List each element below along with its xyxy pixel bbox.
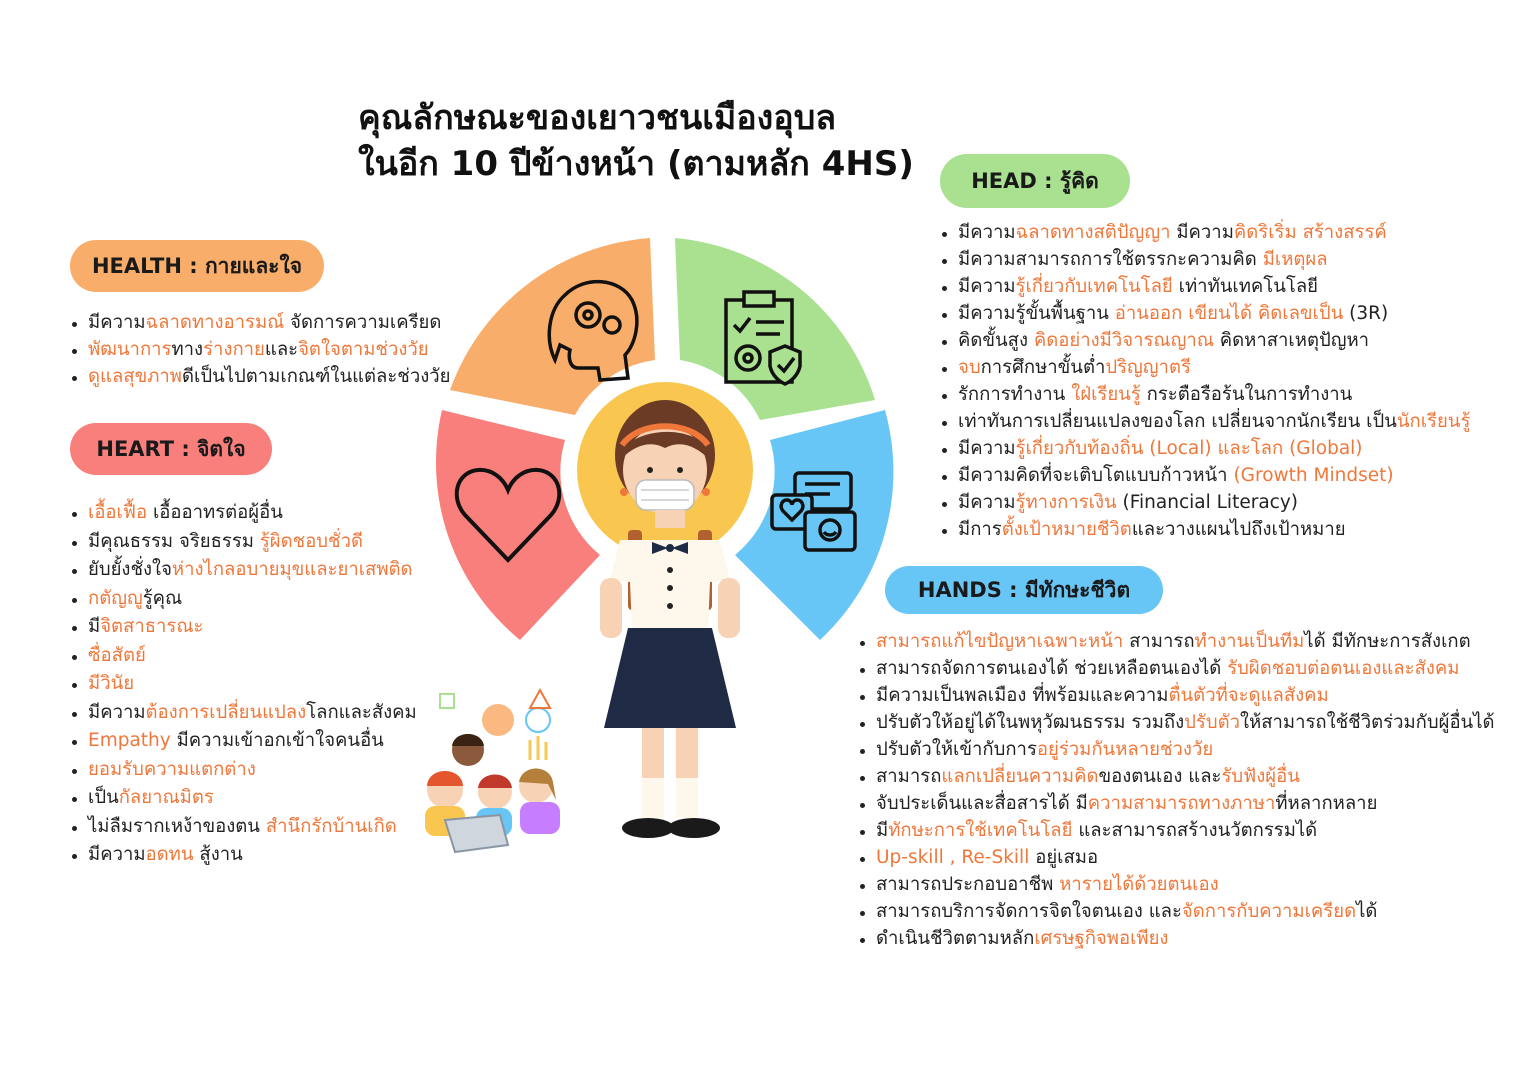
highlight-text: อ่านออก เขียนได้ คิดเลขเป็น xyxy=(1114,303,1344,324)
title-line-2: ในอีก 10 ปีข้างหน้า (ตามหลัก 4HS) xyxy=(358,144,914,184)
highlight-text: ซื่อสัตย์ xyxy=(88,644,146,666)
item-text: เท่าทันเทคโนโลยี xyxy=(1172,276,1318,297)
list-item xyxy=(70,556,417,585)
item-text: ให้สามารถใช้ชีวิตร่วมกับผู้อื่นได้ xyxy=(1239,712,1495,733)
list-item xyxy=(940,462,1470,489)
item-text: คิดขั้นสูง xyxy=(958,330,1034,351)
highlight-text: ใฝ่เรียนรู้ xyxy=(1071,384,1141,405)
list-item xyxy=(70,784,417,813)
list-item xyxy=(858,817,1495,844)
head-pill-label: HEAD : รู้คิด xyxy=(971,168,1099,193)
list-item xyxy=(70,642,417,671)
item-text: มีความ xyxy=(958,276,1016,297)
highlight-text: มีเหตุผล xyxy=(1262,249,1328,270)
item-text: มีความสามารถการใช้ตรรกะความคิด xyxy=(958,249,1263,270)
list-item xyxy=(70,699,417,728)
item-text: ที่หลากหลาย xyxy=(1275,793,1378,814)
list-item xyxy=(70,336,451,363)
item-text: จับประเด็นและสื่อสารได้ มี xyxy=(876,793,1088,814)
item-text: มี xyxy=(88,616,101,637)
item-text: มีความเป็นพลเมือง ที่พร้อมและความ xyxy=(876,685,1169,706)
highlight-text: รู้ทางการเงิน xyxy=(1015,492,1117,513)
list-item xyxy=(858,628,1495,655)
list-item xyxy=(70,841,417,870)
item-text: สามารถจัดการตนเองได้ ช่วยเหลือตนเองได้ xyxy=(876,658,1228,679)
item-text: สามารถบริการจัดการจิตใจตนเอง และ xyxy=(876,901,1182,922)
list-item xyxy=(858,871,1495,898)
item-text: คิดหาสาเหตุปัญหา xyxy=(1213,330,1370,351)
highlight-text: ฉลาดทางสติปัญญา xyxy=(1015,222,1171,243)
item-text: เป็น xyxy=(88,787,119,808)
item-text: มีความรู้ขั้นพื้นฐาน xyxy=(958,303,1115,324)
list-item xyxy=(70,670,417,699)
list-item xyxy=(858,709,1495,736)
list-item xyxy=(940,300,1470,327)
item-text: สู้งาน xyxy=(193,844,243,865)
highlight-text: จัดการกับความเครียด xyxy=(1181,901,1357,922)
highlight-text: อยู่ร่วมกันหลายช่วงวัย xyxy=(1036,739,1214,760)
item-text: มีความคิดที่จะเติบโตแบบก้าวหน้า xyxy=(958,465,1234,486)
health-pill-label: HEALTH : กายและใจ xyxy=(91,253,303,278)
item-text: มีความ xyxy=(958,222,1016,243)
item-text: มีคุณธรรม จริยธรรม xyxy=(88,530,260,552)
highlight-text: รู้เกี่ยวกับเทคโนโลยี xyxy=(1015,276,1173,297)
heart-segment xyxy=(436,410,600,640)
item-text: มีความ xyxy=(958,438,1016,459)
highlight-text: ทำงานเป็นทีม xyxy=(1194,631,1305,652)
highlight-text: ปริญญาตรี xyxy=(1105,357,1191,378)
item-text: และ xyxy=(264,339,299,360)
highlight-text: ดูแลสุขภาพ xyxy=(88,366,182,387)
list-item xyxy=(70,813,417,842)
item-text: ทาง xyxy=(171,339,204,360)
highlight-text: รับฟังผู้อื่น xyxy=(1221,766,1300,787)
item-text: รักการทำงาน xyxy=(958,384,1072,405)
highlight-text: คิดอย่างมีวิจารณญาณ xyxy=(1033,330,1214,351)
list-item xyxy=(940,219,1470,246)
item-text: มีความ xyxy=(88,701,146,723)
item-text: จัดการความเครียด xyxy=(284,312,442,333)
highlight-text: เศรษฐกิจพอเพียง xyxy=(1034,928,1169,949)
highlight-text: สามารถแก้ไขปัญหาเฉพาะหน้า xyxy=(876,631,1124,652)
list-item xyxy=(70,528,417,557)
item-text: เท่าทันการเปลี่ยนแปลงของโลก เปลี่ยนจากนักเรียน เป็น xyxy=(958,411,1397,432)
highlight-text: ตื่นตัวที่จะดูแลสังคม xyxy=(1168,685,1329,706)
hands-pill xyxy=(885,566,1163,614)
page-title xyxy=(358,95,914,187)
item-text: ของตนเอง และ xyxy=(1098,766,1222,787)
highlight-text: ยอมรับความแตกต่าง xyxy=(88,758,256,780)
item-text: โลกและสังคม xyxy=(306,701,417,723)
highlight-text: จบ xyxy=(958,357,981,378)
highlight-text: ตั้งเป้าหมายชีวิต xyxy=(1001,519,1132,540)
highlight-text: รู้ผิดชอบชั่วดี xyxy=(259,530,364,552)
list-item xyxy=(70,363,451,390)
list-item xyxy=(858,736,1495,763)
item-text: มีความเข้าอกเข้าใจคนอื่น xyxy=(170,730,384,751)
item-text: และวางแผนไปถึงเป้าหมาย xyxy=(1131,519,1346,540)
list-item xyxy=(858,655,1495,682)
list-item xyxy=(858,844,1495,871)
item-text: ปรับตัวให้เข้ากับการ xyxy=(876,739,1037,760)
highlight-text: อดทน xyxy=(145,844,194,865)
item-text: รู้คุณ xyxy=(142,587,183,609)
item-text: ได้ มีทักษะการสังเกต xyxy=(1304,631,1471,652)
item-text: ยับยั้งชั่งใจ xyxy=(88,559,172,580)
highlight-text: หารายได้ด้วยตนเอง xyxy=(1059,874,1219,895)
item-text: ไม่ลืมรากเหง้าของตน xyxy=(88,815,266,837)
highlight-text: พัฒนาการ xyxy=(88,339,172,360)
highlight-text: รู้เกี่ยวกับท้องถิ่น (Local) และโลก (Global) xyxy=(1015,438,1363,459)
item-text: มีความ xyxy=(1170,222,1234,243)
hands-list xyxy=(858,628,1495,952)
item-text: กระตือรือร้นในการทำงาน xyxy=(1140,384,1353,405)
title-line-1: คุณลักษณะของเยาวชนเมืองอุบล xyxy=(358,98,837,138)
list-item xyxy=(940,381,1470,408)
item-text: เอื้ออาทรต่อผู้อื่น xyxy=(147,502,283,523)
highlight-text: สำนึกรักบ้านเกิด xyxy=(265,815,397,837)
highlight-text: จิตใจตามช่วงวัย xyxy=(298,339,429,360)
item-text: มี xyxy=(876,820,889,841)
item-text: สามารถ xyxy=(876,766,942,787)
item-text: สามารถ xyxy=(1123,631,1195,652)
highlight-text: มีวินัย xyxy=(88,673,135,694)
item-text: ดีเป็นไปตามเกณฑ์ในแต่ละช่วงวัย xyxy=(182,366,451,387)
heart-pill-label: HEART : จิตใจ xyxy=(96,436,246,461)
list-item xyxy=(940,489,1470,516)
highlight-text: เอื้อเฟื้อ xyxy=(88,502,148,523)
highlight-text: ปรับตัว xyxy=(1184,712,1240,733)
highlight-text: แลกเปลี่ยนความคิด xyxy=(941,766,1099,787)
highlight-text: ฉลาดทางอารมณ์ xyxy=(145,312,285,333)
list-item xyxy=(940,408,1470,435)
highlight-text: ความสามารถทางภาษา xyxy=(1087,793,1276,814)
item-text: ปรับตัวให้อยู่ได้ในพหุวัฒนธรรม รวมถึง xyxy=(876,712,1185,733)
health-segment xyxy=(450,238,655,415)
item-text: และสามารถสร้างนวัตกรรมได้ xyxy=(1072,820,1318,841)
highlight-text: กตัญญู xyxy=(88,587,143,609)
item-text: การศึกษาขั้นต่ำ xyxy=(980,357,1106,378)
list-item xyxy=(70,309,451,336)
heart-list xyxy=(70,499,417,870)
highlight-text: Empathy xyxy=(88,730,171,751)
item-text: มีความ xyxy=(88,844,146,865)
item-text: มีความ xyxy=(958,492,1016,513)
kids-learning-laptop-illustration xyxy=(410,680,590,860)
head-pill xyxy=(940,154,1130,208)
list-item xyxy=(858,682,1495,709)
item-text: ได้ xyxy=(1356,901,1378,922)
highlight-text: ต้องการเปลี่ยนแปลง xyxy=(145,701,307,723)
list-item xyxy=(70,613,417,642)
highlight-text: จิตสาธารณะ xyxy=(100,616,204,637)
list-item xyxy=(940,246,1470,273)
health-list xyxy=(70,309,451,390)
highlight-text: นักเรียนรู้ xyxy=(1396,411,1471,432)
list-item xyxy=(70,727,417,756)
health-pill xyxy=(70,240,324,292)
list-item xyxy=(940,354,1470,381)
list-item xyxy=(858,763,1495,790)
list-item xyxy=(940,516,1470,543)
item-text: (3R) xyxy=(1343,303,1389,324)
item-text: (Financial Literacy) xyxy=(1116,492,1298,513)
highlight-text: ร่างกาย xyxy=(203,339,265,360)
head-list xyxy=(940,219,1470,543)
item-text: สามารถประกอบอาชีพ xyxy=(876,874,1060,895)
list-item xyxy=(70,756,417,785)
list-item xyxy=(858,898,1495,925)
highlight-text: ทักษะการใช้เทคโนโลยี xyxy=(888,820,1073,841)
list-item xyxy=(940,327,1470,354)
highlight-text: (Growth Mindset) xyxy=(1233,465,1394,486)
highlight-text: รับผิดชอบต่อตนเองและสังคม xyxy=(1227,658,1460,679)
highlight-text: ห่างไกลอบายมุขและยาเสพติด xyxy=(171,559,413,580)
list-item xyxy=(70,585,417,614)
item-text: อยู่เสมอ xyxy=(1029,847,1099,868)
item-text: มีการ xyxy=(958,519,1002,540)
list-item xyxy=(940,273,1470,300)
heart-pill xyxy=(70,423,272,475)
list-item xyxy=(940,435,1470,462)
item-text: มีความ xyxy=(88,312,146,333)
list-item xyxy=(70,499,417,528)
list-item xyxy=(858,790,1495,817)
item-text: ดำเนินชีวิตตามหลัก xyxy=(876,928,1035,949)
highlight-text: Up-skill , Re-Skill xyxy=(876,847,1030,868)
hands-pill-label: HANDS : มีทักษะชีวิต xyxy=(917,577,1131,602)
student-body-illustration xyxy=(590,510,750,850)
highlight-text: กัลยาณมิตร xyxy=(118,787,214,808)
list-item xyxy=(858,925,1495,952)
highlight-text: คิดริเริ่ม สร้างสรรค์ xyxy=(1233,222,1387,243)
